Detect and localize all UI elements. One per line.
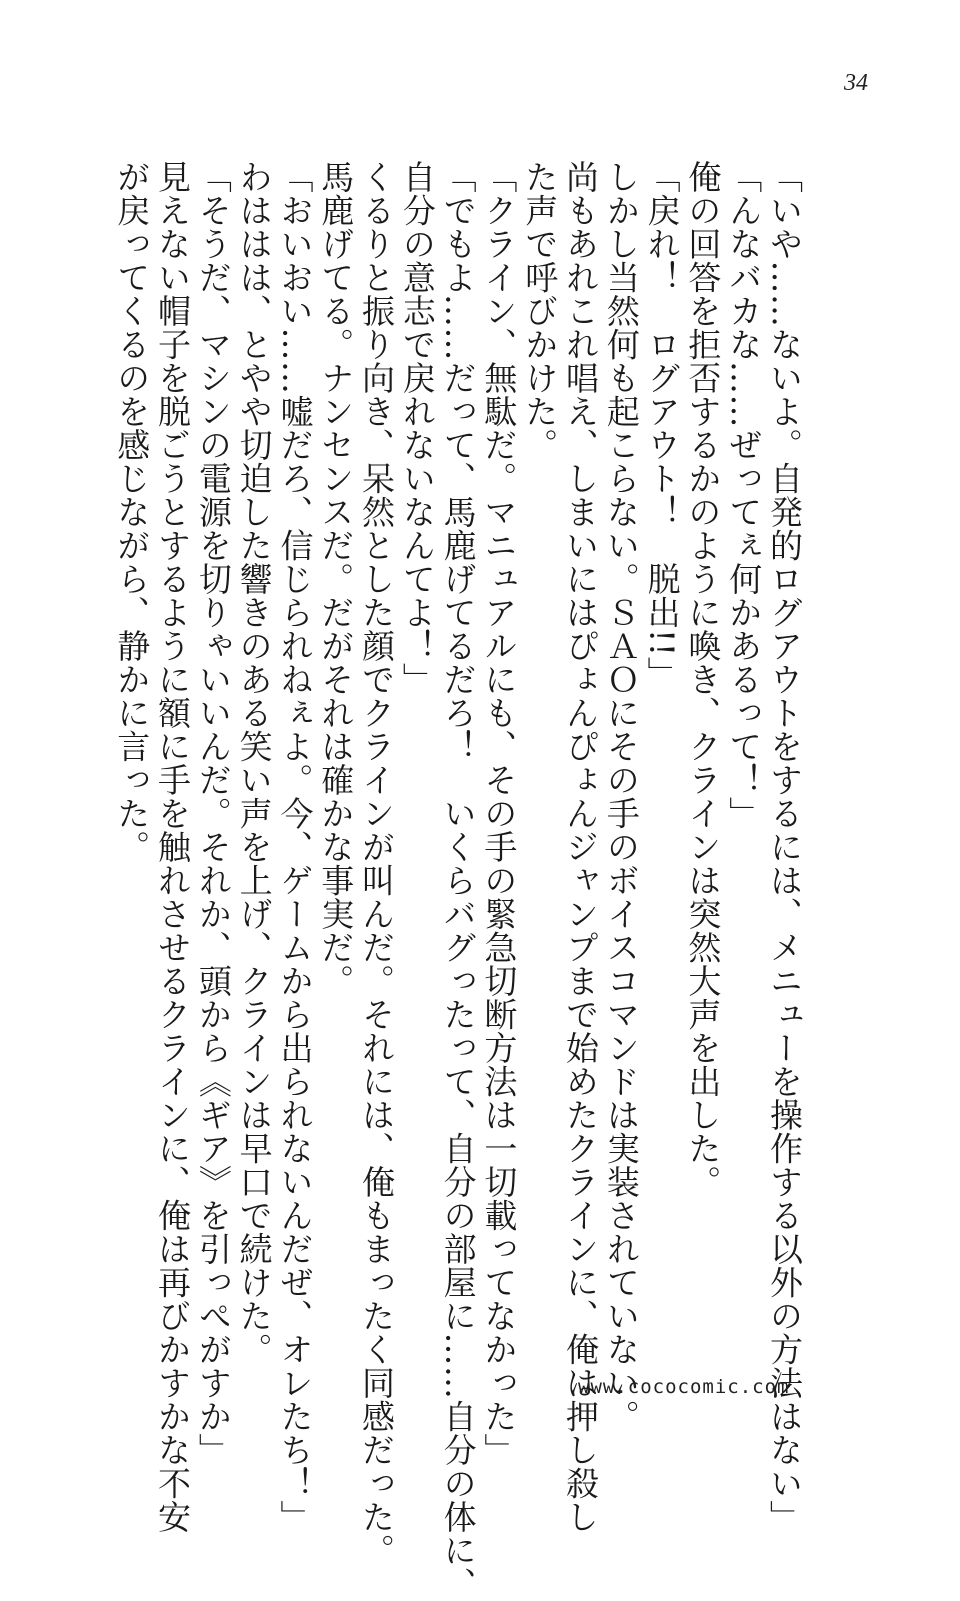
text-line: 自分の意志で戻れないなんてよ！」: [397, 160, 437, 696]
text-line: 「戻れ！ ログアウト！ 脱出!!」: [642, 160, 682, 691]
text-line: 「でもよ……だって、馬鹿げてるだろ！ いくらバグったって、自分の部屋に……自分の体に、: [438, 160, 478, 1601]
text-line: 「クライン、無駄だ。マニュアルにも、その手の緊急切断方法は一切載ってなかった」: [479, 160, 519, 1467]
text-line: 「いや……ないよ。自発的ログアウトをするには、メニューを操作する以外の方法はない」: [765, 160, 804, 1534]
text-line: 俺の回答を拒否するかのように喚き、クラインは突然大声を出した。: [683, 160, 723, 1199]
text-line: わははは、とやや切迫した響きのある笑い声を上げ、クラインは早口で続けた。: [234, 160, 274, 1366]
text-line: 尚もあれこれ唱え、しまいにはぴょんぴょんジャンプまで始めたクラインに、俺は押し殺し: [561, 160, 601, 1534]
text-line: くるりと振り向き、呆然とした顔でクラインが叫んだ。それには、俺もまったく同感だった。: [357, 160, 397, 1567]
text-line: 「そうだ、マシンの電源を切りゃいいんだ。それか、頭から《ギア》を引っぺがすか」: [193, 160, 233, 1467]
text-line: 馬鹿げてる。ナンセンスだ。だがそれは確かな事実だ。: [316, 160, 356, 998]
page-number: 34: [844, 70, 868, 96]
text-line: 「んなバカな……ぜってぇ何かあるって！」: [724, 160, 764, 830]
text-line: しかし当然何も起こらない。ＳＡＯにその手のボイスコマンドは実装されていない。: [601, 160, 641, 1433]
watermark-url: www.cococomic.com: [578, 1376, 790, 1398]
text-line: た声で呼びかけた。: [520, 160, 560, 462]
text-line: が戻ってくるのを感じながら、静かに言った。: [112, 160, 152, 864]
text-line: 「おいおい……嘘だろ、信じられねぇよ。今、ゲームから出られないんだぜ、オレたち！」: [275, 160, 315, 1534]
text-line: 見えない帽子を脱ごうとするように額に手を触れさせるクラインに、俺は再びかすかな不安: [153, 160, 193, 1534]
